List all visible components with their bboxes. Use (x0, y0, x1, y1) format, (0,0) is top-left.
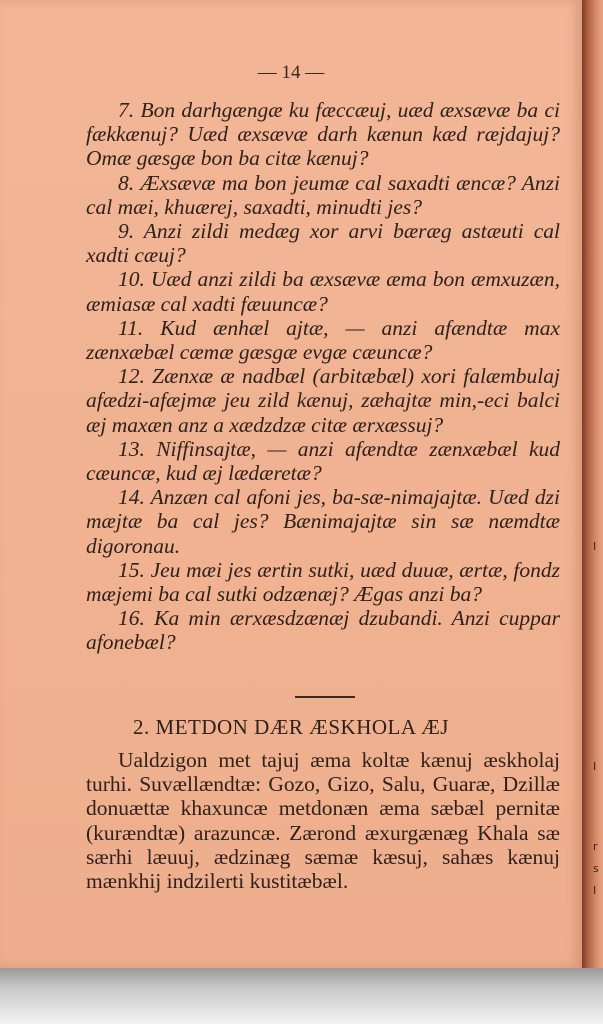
spine-mark: I (593, 760, 597, 773)
spine-mark: I (593, 884, 597, 897)
spine-mark: r (593, 840, 598, 853)
section-paragraph: Ualdzigon met tajuj æma koltæ kænuj æskholaj turhi. Suvællændtæ: Gozo, Gizo, Salu, Guaræ, Dzillæ donuættæ khaxuncæ metdonæn æma sæbæl pernitæ (kurændtæ) arazuncæ. Zærond æxurgænæg Khala sæ særhi læuuj, ædzinæg sæmæ kæsuj, sahæs kænuj mænkhij indzilerti kustitæbæl. (86, 748, 560, 894)
question-item: 8. Æxsævæ ma bon jeumæ cal saxadti æncæ? Anzi cal mæi, khuærej, saxadti, minudti jes? (86, 170, 560, 219)
question-item: 16. Ka min ærxæsdzænæj dzubandi. Anzi cuppar afonebæl? (86, 606, 560, 655)
question-item: 14. Anzæn cal afoni jes, ba-sæ-nimajajtæ. Uæd dzi mæjtæ ba cal jes? Bænimajajtæ sin sæ næmdtæ digoronau. (86, 485, 560, 558)
question-item: 12. Zænxæ æ nadbæl (arbitæbæl) xori falæmbulaj afædzi-afæjmæ jeu zild kænuj, zæhajtæ min,-eci balci æj maxæn anz a xædzdzæ citæ ærxæssuj? (86, 364, 560, 437)
question-item: 7. Bon darhgængæ ku fæccæuj, uæd æxsævæ ba ci fækkænuj? Uæd æxsævæ darh kænun kæd ræjdajuj? Omæ gæsgæ bon ba citæ kænuj? (86, 98, 560, 171)
question-item: 13. Niffinsajtæ, — anzi afændtæ zænxæbæl kud cæuncæ, kud æj lædæretæ? (86, 436, 560, 486)
page-number: — 14 — (257, 62, 325, 83)
spine-mark: I (593, 540, 597, 553)
question-item: 15. Jeu mæi jes ærtin sutki, uæd duuæ, ærtæ, fondz mæjemi ba cal sutki odzænæj? Ægas anzi ba? (86, 557, 560, 607)
question-item: 11. Kud ænhæl ajtæ, — anzi afændtæ max zænxæbæl cæmæ gæsgæ evgæ cæuncæ? (86, 315, 560, 365)
question-list (86, 98, 560, 655)
section-heading: 2. METDON DÆR ÆSKHOLA ÆJ (133, 715, 449, 739)
question-item: 10. Uæd anzi zildi ba æxsævæ æma bon æmxuzæn, æmiasæ cal xadti fæuuncæ? (86, 267, 560, 316)
book-spine (582, 0, 603, 968)
section-divider (295, 696, 355, 698)
scan-shadow (0, 968, 603, 1024)
question-item: 9. Anzi zildi medæg xor arvi bæræg astæuti cal xadti cæuj? (86, 219, 560, 268)
spine-mark: s (593, 862, 599, 875)
